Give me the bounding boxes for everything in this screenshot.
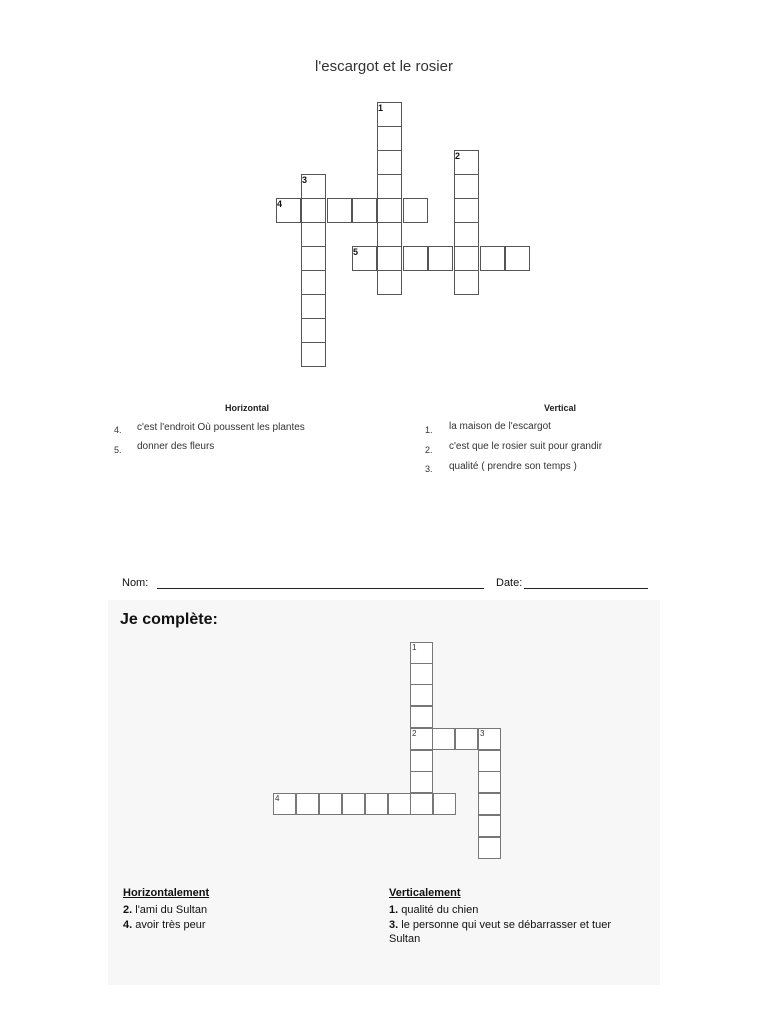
clue-text: qualité du chien bbox=[401, 904, 479, 916]
grid2-cell[interactable] bbox=[365, 793, 388, 815]
grid2-cell[interactable] bbox=[455, 728, 478, 750]
clue-line bbox=[123, 918, 206, 932]
grid2-number-2: 2 bbox=[412, 729, 417, 738]
puzzle1-title: l'escargot et le rosier bbox=[315, 58, 453, 75]
horizontalement-heading: Horizontalement bbox=[123, 887, 210, 899]
clue-text: qualité ( prendre son temps ) bbox=[449, 461, 577, 472]
clue-line bbox=[123, 903, 207, 917]
vertical-heading: Vertical bbox=[544, 403, 577, 413]
clue-text: c'est que le rosier suit pour grandir bbox=[449, 441, 603, 452]
clue-text: l'ami du Sultan bbox=[135, 904, 208, 916]
clue-text: le personne qui veut se débarrasser et tuer Sultan bbox=[389, 919, 611, 945]
grid2-cell[interactable] bbox=[478, 793, 501, 815]
grid2-cell[interactable] bbox=[433, 793, 456, 815]
date-label: Date: bbox=[496, 577, 523, 589]
clue-number: 4. bbox=[123, 919, 133, 931]
clue-line bbox=[389, 903, 478, 917]
clue-number: 2. bbox=[425, 445, 433, 455]
clue-text: c'est l'endroit Où poussent les plantes bbox=[137, 422, 305, 433]
grid2-cell[interactable] bbox=[410, 706, 433, 728]
grid1-number-5: 5 bbox=[353, 247, 359, 257]
clue-text: avoir très peur bbox=[135, 919, 206, 931]
grid2-cell[interactable] bbox=[296, 793, 319, 815]
grid2-cell[interactable] bbox=[478, 815, 501, 837]
grid1-number-1: 1 bbox=[378, 103, 384, 113]
grid1-number-4: 4 bbox=[277, 199, 283, 209]
grid2-cell[interactable] bbox=[478, 837, 501, 859]
clue-number: 4. bbox=[114, 425, 122, 435]
grid2-cell[interactable] bbox=[388, 793, 411, 815]
clue-text: la maison de l'escargot bbox=[449, 421, 551, 432]
clue-number: 5. bbox=[114, 445, 122, 455]
grid2-cell[interactable] bbox=[432, 728, 455, 750]
grid1-number-2: 2 bbox=[455, 151, 461, 161]
horizontal-heading: Horizontal bbox=[225, 403, 269, 413]
grid2-cell[interactable] bbox=[319, 793, 342, 815]
grid2-cell[interactable] bbox=[478, 750, 501, 772]
section-heading: Je complète: bbox=[120, 611, 218, 628]
clue-number: 3. bbox=[389, 919, 399, 931]
nom-label: Nom: bbox=[122, 577, 149, 589]
grid2-number-4: 4 bbox=[275, 794, 280, 803]
clue-number: 1. bbox=[425, 425, 433, 435]
verticalement-heading: Verticalement bbox=[389, 887, 461, 899]
grid2-number-3: 3 bbox=[480, 729, 485, 738]
grid2-cell[interactable] bbox=[410, 663, 433, 685]
clue-text: donner des fleurs bbox=[137, 441, 215, 452]
grid2-number-1: 1 bbox=[412, 643, 417, 652]
grid2-cell[interactable] bbox=[410, 771, 433, 793]
clue-number: 2. bbox=[123, 904, 133, 916]
grid2-cell[interactable] bbox=[478, 771, 501, 793]
clue-number: 3. bbox=[425, 464, 433, 474]
grid2-cell[interactable] bbox=[410, 793, 433, 815]
clue-line bbox=[389, 918, 639, 946]
grid2-cell[interactable] bbox=[410, 684, 433, 706]
grid2-cell[interactable] bbox=[410, 750, 433, 772]
clue-number: 1. bbox=[389, 904, 399, 916]
grid2-cell[interactable] bbox=[342, 793, 365, 815]
grid1-number-3: 3 bbox=[302, 175, 308, 185]
